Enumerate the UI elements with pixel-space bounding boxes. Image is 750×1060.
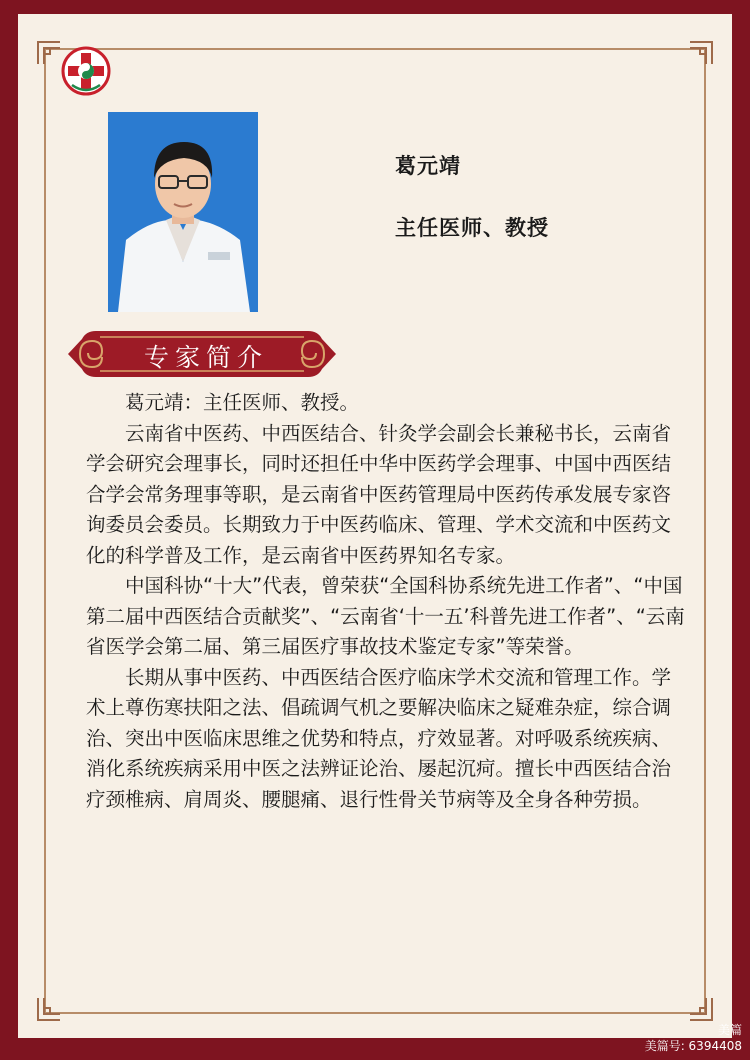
biography-text — [86, 388, 686, 815]
bio-paragraph-expertise: 长期从事中医药、中西医结合医疗临床学术交流和管理工作。学术上尊伤寒扶阳之法、倡疏调气机之要解决临床之疑难杂症，综合调治、突出中医临床思维之优势和特点，疗效显著。对呼吸系统疾病、消化系统疾病采用中医之法辨证论治、屡起沉疴。擅长中西医结合治疗颈椎病、肩周炎、腰腿痛、退行性骨关节病等及全身各种劳损。 — [86, 665, 672, 811]
watermark-brand: 美篇 — [717, 1023, 742, 1037]
watermark-id: 美篇号: 6394408 — [644, 1039, 742, 1053]
section-heading: 专家简介 — [143, 343, 268, 372]
corner-ornament-top-right — [688, 40, 714, 66]
section-banner — [66, 325, 338, 383]
corner-ornament-bottom-right — [688, 996, 714, 1022]
meipian-watermark — [645, 1022, 742, 1054]
bio-paragraph-intro: 葛元靖：主任医师、教授。 — [125, 391, 360, 414]
corner-ornament-bottom-left — [36, 996, 62, 1022]
doctor-name: 葛元靖 — [395, 154, 461, 178]
doctor-title: 主任医师、教授 — [395, 216, 549, 240]
hospital-logo-icon — [60, 45, 112, 97]
bio-paragraph-honors: 中国科协“十大”代表，曾荣获“全国科协系统先进工作者”、“中国第二届中西医结合贡献奖”、“云南省‘十一五’科普先进工作者”、“云南省医学会第二届、第三届医疗事故技术鉴定专家”等荣誉。 — [86, 574, 685, 658]
doctor-portrait — [108, 112, 258, 312]
bio-paragraph-positions: 云南省中医药、中西医结合、针灸学会副会长兼秘书长，云南省学会研究会理事长，同时还担任中华中医药学会理事、中国中西医结合学会常务理事等职，是云南省中医药管理局中医药传承发展专家咨询委员会委员。长期致力于中医药临床、管理、学术交流和中医药文化的科学普及工作，是云南省中医药界知名专家。 — [86, 421, 672, 567]
corner-ornament-top-left — [36, 40, 62, 66]
